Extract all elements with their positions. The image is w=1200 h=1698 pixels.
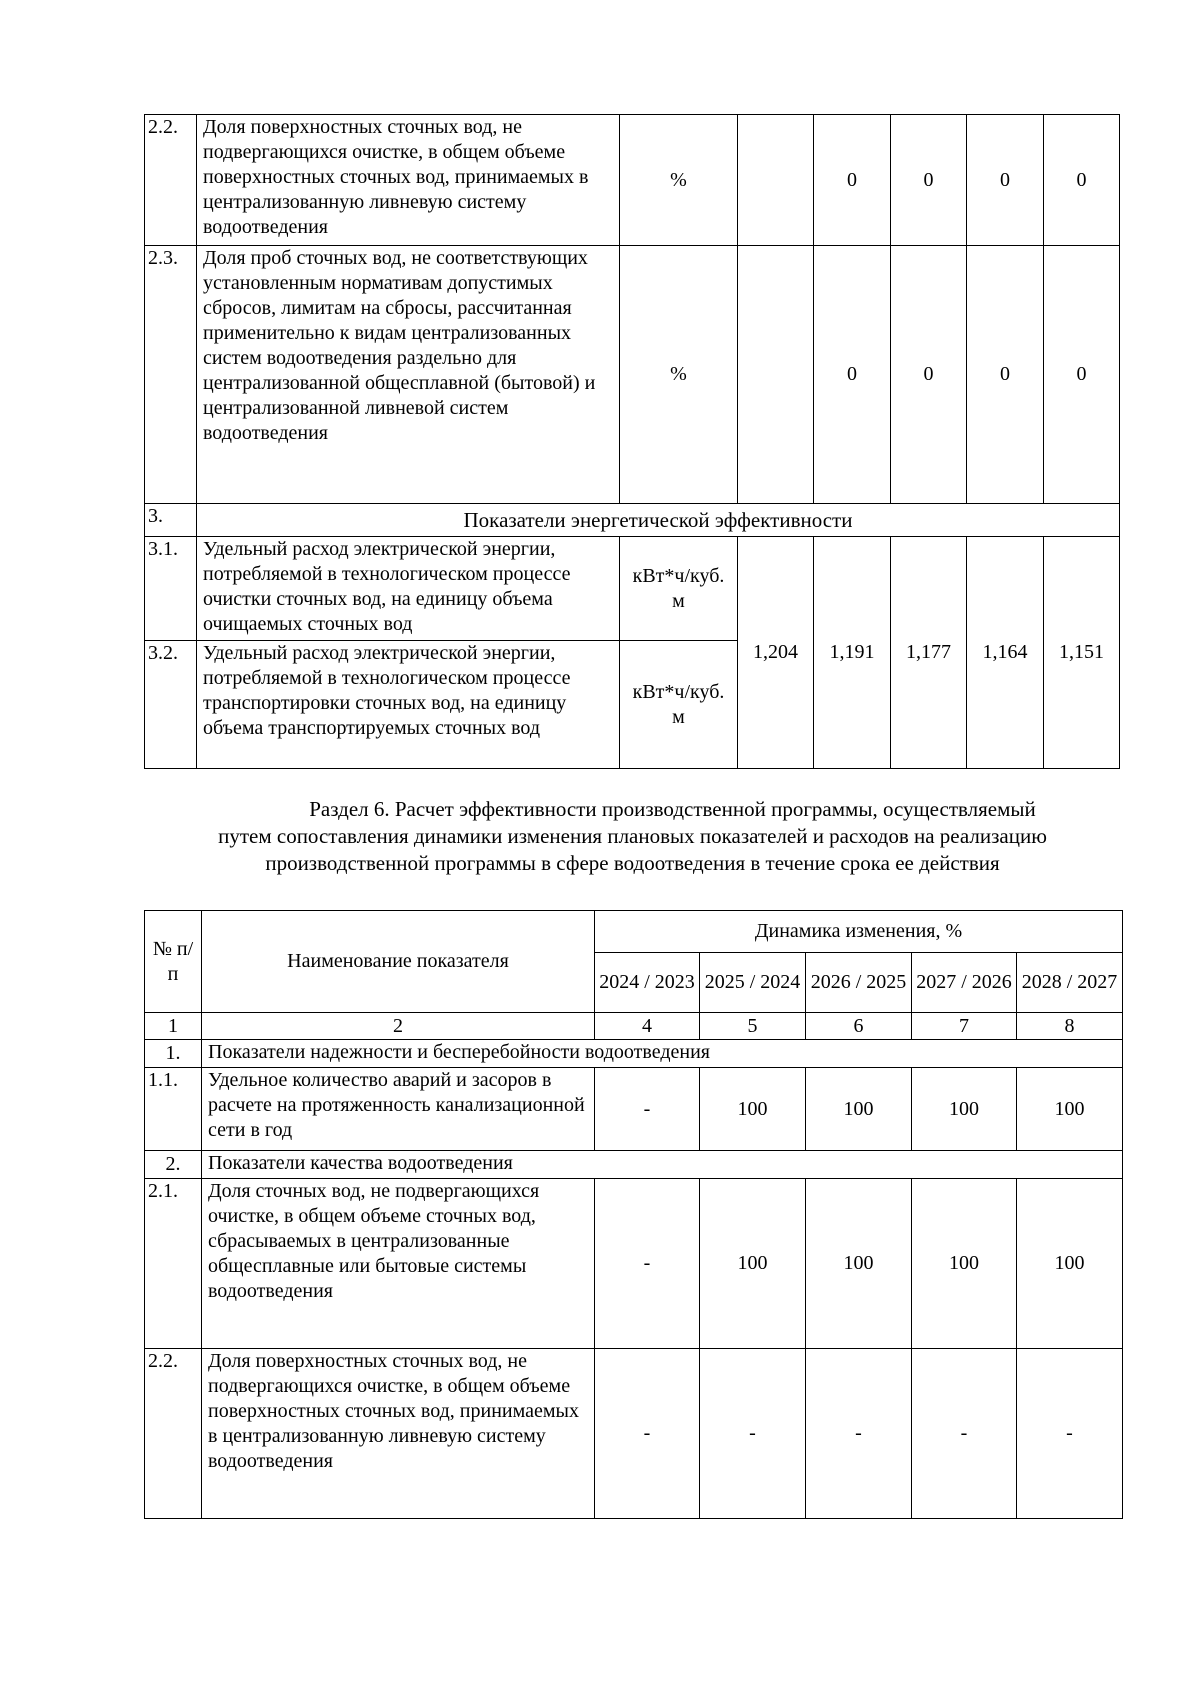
section-row	[145, 1040, 1123, 1068]
column-number: 7	[912, 1013, 1017, 1040]
section-row	[145, 504, 1120, 537]
section-6-heading	[150, 796, 1115, 877]
unit: %	[620, 115, 738, 246]
value-cell: 1,191	[814, 537, 891, 769]
unit: %	[620, 246, 738, 504]
row-number: 2.2.	[145, 1349, 202, 1519]
value-cell: -	[806, 1349, 912, 1519]
indicator-name: Удельный расход электрической энергии, потребляемой в технологическом процессе транспортировки сточных вод, на единицу объема транспортируемых сточных вод	[197, 641, 620, 769]
row-number: 2.3.	[145, 246, 197, 504]
section-title: Показатели качества водоотведения	[202, 1151, 1123, 1179]
header-number: № п/п	[145, 911, 202, 1013]
table-row	[145, 115, 1120, 246]
value-cell: 1,204	[738, 537, 814, 769]
indicator-name: Доля проб сточных вод, не соответствующих установленным нормативам допустимых сбросов, лимитам на сбросы, рассчитанная применительно к видам централизованных систем водоотведения раздельно для централизованной общесплавной (бытовой) и централизованной ливневой систем водоотведения	[197, 246, 620, 504]
indicator-name: Удельный расход электрической энергии, потребляемой в технологическом процессе очистки сточных вод, на единицу объема очищаемых сточных вод	[197, 537, 620, 641]
column-number: 4	[595, 1013, 700, 1040]
section-title: Показатели энергетической эффективности	[197, 504, 1120, 537]
section-title: Показатели надежности и бесперебойности водоотведения	[202, 1040, 1123, 1068]
indicator-name: Удельное количество аварий и засоров в расчете на протяженность канализационной сети в год	[202, 1068, 595, 1151]
heading-line: путем сопоставления динамики изменения плановых показателей и расходов на реализацию	[218, 824, 1047, 848]
value-cell: -	[595, 1349, 700, 1519]
value-cell: -	[595, 1179, 700, 1349]
value-cell: 0	[967, 115, 1044, 246]
column-number: 6	[806, 1013, 912, 1040]
value-cell: 0	[814, 246, 891, 504]
table-row	[145, 246, 1120, 504]
table-row	[145, 1179, 1123, 1349]
value-cell: 100	[912, 1068, 1017, 1151]
value-cell: 100	[912, 1179, 1017, 1349]
value-cell: 0	[967, 246, 1044, 504]
column-number-row	[145, 1013, 1123, 1040]
column-number: 1	[145, 1013, 202, 1040]
table-row	[145, 1068, 1123, 1151]
header-dynamics: Динамика изменения, %	[595, 911, 1123, 953]
value-cell: 1,151	[1044, 537, 1120, 769]
value-cell: -	[912, 1349, 1017, 1519]
indicator-name: Доля поверхностных сточных вод, не подвергающихся очистке, в общем объеме поверхностных сточных вод, принимаемых в централизованную ливневую систему водоотведения	[202, 1349, 595, 1519]
heading-line: Раздел 6. Расчет эффективности производственной программы, осуществляемый	[309, 797, 1036, 821]
value-cell: -	[1017, 1349, 1123, 1519]
value-cell: -	[700, 1349, 806, 1519]
section-number: 3.	[145, 504, 197, 537]
value-cell: -	[595, 1068, 700, 1151]
header-name: Наименование показателя	[202, 911, 595, 1013]
row-number: 2.2.	[145, 115, 197, 246]
header-row	[145, 911, 1123, 953]
value-cell: 0	[1044, 115, 1120, 246]
value-cell: 0	[814, 115, 891, 246]
section-number: 2.	[145, 1151, 202, 1179]
row-number: 3.2.	[145, 641, 197, 769]
section-number: 1.	[145, 1040, 202, 1068]
value-cell	[738, 115, 814, 246]
indicator-name: Доля поверхностных сточных вод, не подвергающихся очистке, в общем объеме поверхностных сточных вод, принимаемых в централизованную ливневую систему водоотведения	[197, 115, 620, 246]
year-header: 2028 / 2027	[1017, 953, 1123, 1013]
value-cell: 100	[1017, 1068, 1123, 1151]
value-cell: 100	[806, 1068, 912, 1151]
row-number: 1.1.	[145, 1068, 202, 1151]
column-number: 2	[202, 1013, 595, 1040]
year-header: 2026 / 2025	[806, 953, 912, 1013]
row-number: 3.1.	[145, 537, 197, 641]
value-cell: 1,177	[891, 537, 967, 769]
value-cell: 0	[891, 246, 967, 504]
year-header: 2027 / 2026	[912, 953, 1017, 1013]
unit: кВт*ч/куб. м	[620, 641, 738, 769]
value-cell: 1,164	[967, 537, 1044, 769]
indicator-name: Доля сточных вод, не подвергающихся очистке, в общем объеме сточных вод, сбрасываемых в централизованные общесплавные или бытовые системы водоотведения	[202, 1179, 595, 1349]
row-number: 2.1.	[145, 1179, 202, 1349]
section-row	[145, 1151, 1123, 1179]
value-cell: 100	[1017, 1179, 1123, 1349]
value-cell	[738, 246, 814, 504]
indicators-table-continued	[144, 114, 1120, 769]
heading-line: производственной программы в сфере водоотведения в течение срока ее действия	[265, 851, 1000, 875]
efficiency-dynamics-table	[144, 910, 1123, 1519]
column-number: 8	[1017, 1013, 1123, 1040]
value-cell: 100	[700, 1068, 806, 1151]
value-cell: 100	[700, 1179, 806, 1349]
value-cell: 0	[1044, 246, 1120, 504]
value-cell: 100	[806, 1179, 912, 1349]
table-row	[145, 1349, 1123, 1519]
table-row	[145, 537, 1120, 641]
unit: кВт*ч/куб. м	[620, 537, 738, 641]
year-header: 2024 / 2023	[595, 953, 700, 1013]
column-number: 5	[700, 1013, 806, 1040]
year-header: 2025 / 2024	[700, 953, 806, 1013]
value-cell: 0	[891, 115, 967, 246]
